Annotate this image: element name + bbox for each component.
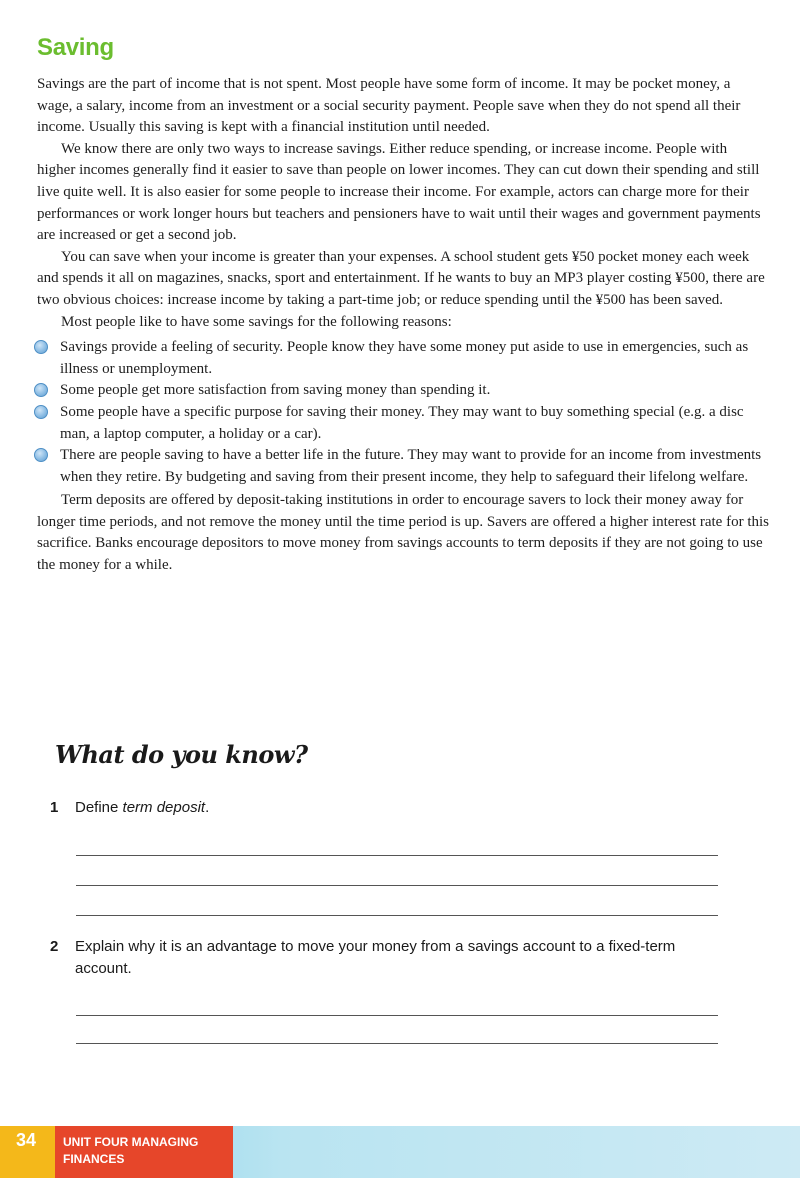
unit-label-box xyxy=(55,1126,233,1178)
quiz-title: What do you know? xyxy=(55,740,308,769)
answer-line-1b[interactable] xyxy=(76,885,718,886)
paragraph-ways-to-save: We know there are only two ways to increase savings. Either reduce spending, or increase income. People with higher incomes generally find it easier to save than people on lower incomes. They can cut down their spending and still live quite well. It is also easier for some people to increase their income. For example, actors can charge more for their performances or work longer hours but teachers and pensioners have to wait until their wages and government payments are increased or get a second job. xyxy=(37,140,761,244)
reason-text: Some people have a specific purpose for saving their money. They may want to buy something special (e.g. a disc man, a laptop computer, a holiday or a car). xyxy=(60,403,744,442)
paragraph-term-deposits: Term deposits are offered by deposit-taking institutions in order to encourage savers to lock their money away for longer time periods, and not remove the money until the time period is up. Savers are offered a higher interest rate for this sacrifice. Banks encourage depositors to move money from savings accounts to term deposits if they are not going to use the money for a while. xyxy=(37,492,770,574)
question-number: 2 xyxy=(50,938,59,955)
list-item xyxy=(37,337,769,380)
question-text xyxy=(75,797,730,819)
answer-line-2b[interactable] xyxy=(76,1043,718,1044)
list-item xyxy=(37,402,769,445)
unit-label: UNIT FOUR MANAGING FINANCES xyxy=(63,1135,199,1166)
answer-line-1c[interactable] xyxy=(76,915,718,916)
bullet-icon xyxy=(34,448,48,462)
bullet-icon xyxy=(34,405,48,419)
question-2 xyxy=(50,936,730,980)
bullet-icon xyxy=(34,383,48,397)
paragraph-student-example: You can save when your income is greater than your expenses. A school student gets ¥50 pocket money each week and spends it all on magazines, snacks, sport and entertainment. If he wants to buy an MP3 player costing ¥500, there are two obvious choices: increase income by taking a part-time job; or reduce spending until the ¥500 has been saved. xyxy=(37,248,765,308)
paragraph-reasons-intro: Most people like to have some savings for the following reasons: xyxy=(61,313,452,330)
page-number: 34 xyxy=(16,1130,37,1150)
section-title: Saving xyxy=(37,34,114,61)
answer-line-2a[interactable] xyxy=(76,1015,718,1016)
reasons-list xyxy=(37,337,769,488)
bullet-icon xyxy=(34,340,48,354)
question-number: 1 xyxy=(50,799,59,816)
question-prefix: Define xyxy=(75,799,123,816)
list-item xyxy=(37,445,769,488)
reason-text: Savings provide a feeling of security. People know they have some money put aside to use in emergencies, such as illness or unemployment. xyxy=(60,339,749,377)
reason-text: Some people get more satisfaction from saving money than spending it. xyxy=(60,382,491,399)
question-1 xyxy=(50,797,730,819)
reason-text: There are people saving to have a better life in the future. They may want to provide for an income from investments when they retire. By budgeting and saving from their present income, they help to safeguard their lifelong welfare. xyxy=(60,447,762,485)
question-text: Explain why it is an advantage to move your money from a savings account to a fixed-term account. xyxy=(75,938,676,977)
list-item xyxy=(37,380,769,402)
paragraph-intro: Savings are the part of income that is not spent. Most people have some form of income. It may be pocket money, a wage, a salary, income from an investment or a social security payment. People save when they do not spend all their income. Usually this saving is kept with a financial institution until needed. xyxy=(37,76,741,136)
answer-line-1a[interactable] xyxy=(76,855,718,856)
body-text xyxy=(37,74,769,577)
question-suffix: . xyxy=(205,799,210,816)
page-number-box xyxy=(0,1126,55,1178)
question-term: term deposit xyxy=(122,799,206,816)
